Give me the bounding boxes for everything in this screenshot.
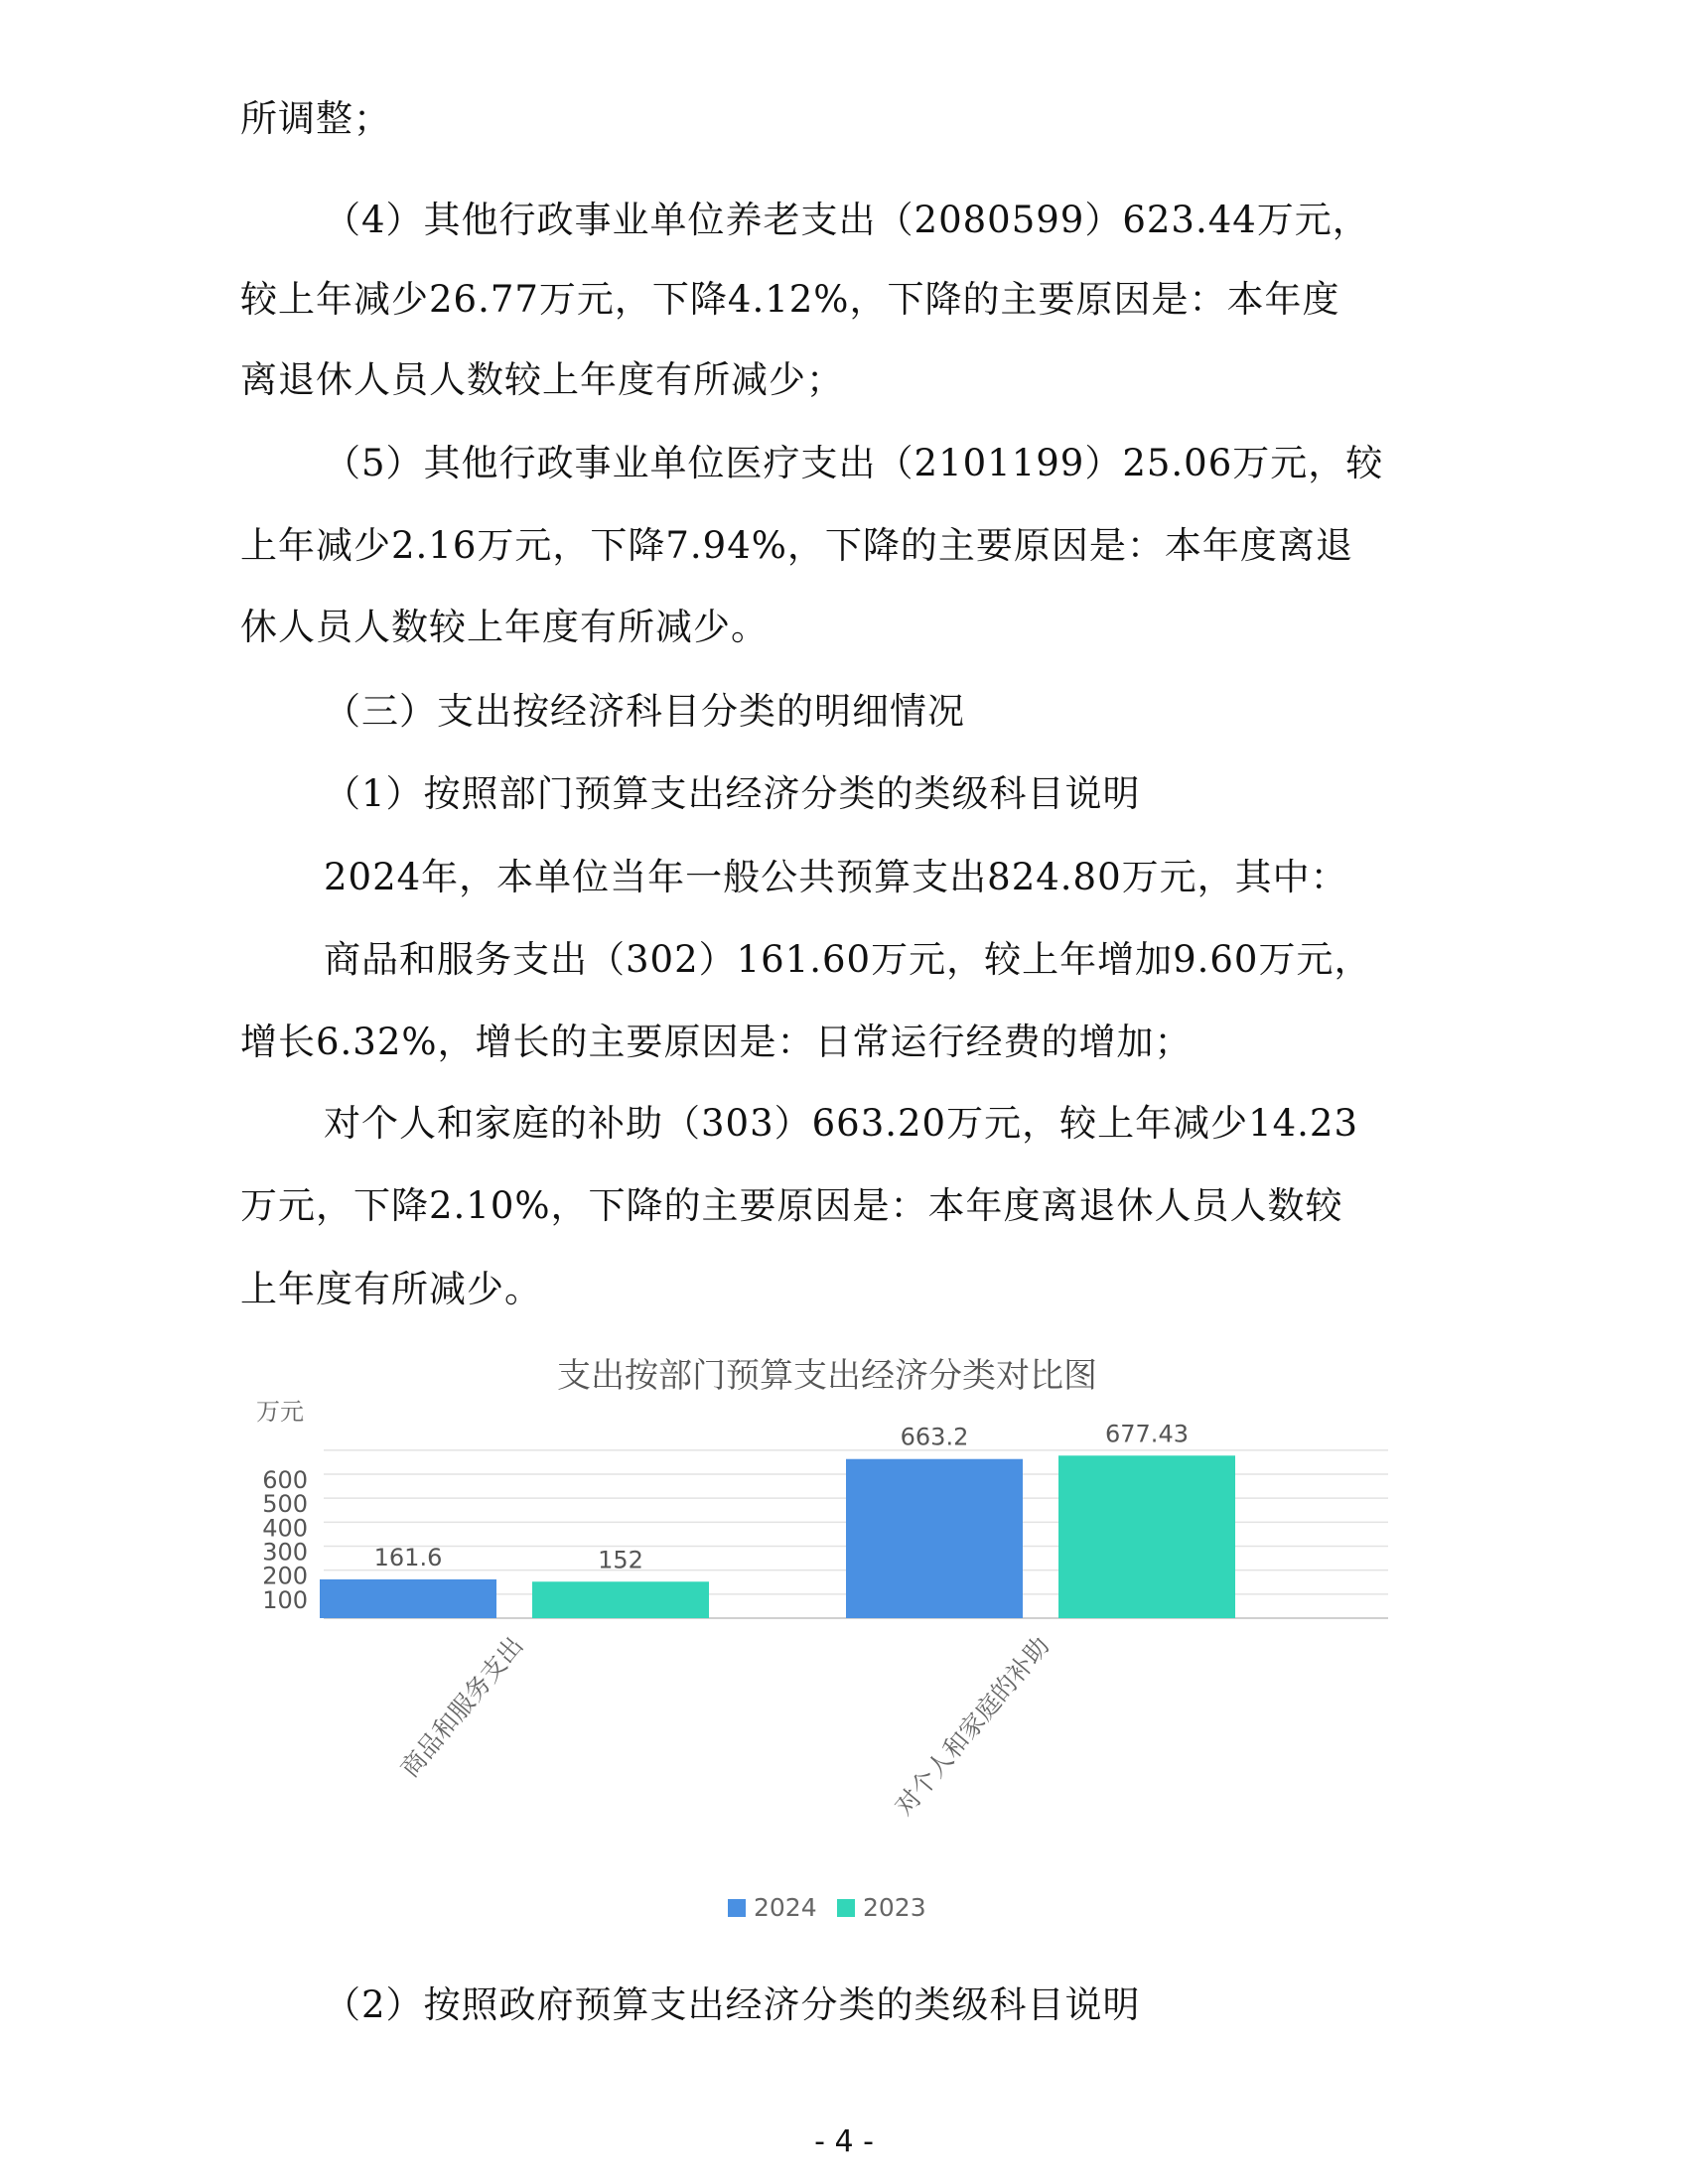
y-tick-label: 100: [262, 1585, 308, 1614]
y-axis-unit: 万元: [256, 1398, 304, 1426]
data-label: 663.2: [900, 1423, 969, 1451]
x-category-label: 商品和服务支出: [394, 1631, 529, 1783]
x-category-label: 对个人和家庭的补助: [889, 1631, 1055, 1822]
bar-2024: [846, 1459, 1023, 1618]
paragraph-line: 上年减少2.16万元，下降7.94%，下降的主要原因是：本年度离退: [240, 524, 1353, 567]
chart-title: 支出按部门预算支出经济分类对比图: [557, 1356, 1097, 1396]
paragraph-line: 商品和服务支出（302）161.60万元，较上年增加9.60万元，: [324, 938, 1372, 981]
y-tick-label: 200: [262, 1562, 308, 1590]
paragraph-line: 万元，下降2.10%，下降的主要原因是：本年度离退休人员人数较: [240, 1184, 1343, 1227]
paragraph-line: 较上年减少26.77万元，下降4.12%，下降的主要原因是：本年度: [240, 278, 1340, 321]
paragraph-line: 休人员人数较上年度有所减少。: [240, 606, 769, 648]
bar-2023: [1058, 1455, 1235, 1618]
legend-label: 2023: [863, 1893, 926, 1922]
subsection-heading: （2）按照政府预算支出经济分类的类级科目说明: [324, 1983, 1141, 2026]
chart-svg: [236, 1345, 1418, 1961]
data-label: 152: [598, 1546, 643, 1574]
paragraph-line: 离退休人员人数较上年度有所减少；: [240, 358, 844, 401]
y-tick-label: 400: [262, 1514, 308, 1543]
paragraph-line: 增长6.32%，增长的主要原因是：日常运行经费的增加；: [240, 1021, 1193, 1063]
paragraph-line: （5）其他行政事业单位医疗支出（2101199）25.06万元，较: [324, 442, 1384, 484]
paragraph-line: 对个人和家庭的补助（303）663.20万元，较上年减少14.23: [324, 1102, 1359, 1145]
legend-label: 2024: [754, 1893, 817, 1922]
bar-chart: [236, 1345, 1418, 1961]
y-tick-label: 300: [262, 1538, 308, 1567]
subsection-heading: （1）按照部门预算支出经济分类的类级科目说明: [324, 772, 1141, 815]
paragraph-line: （4）其他行政事业单位养老支出（2080599）623.44万元，: [324, 199, 1370, 241]
bar-2024: [320, 1579, 496, 1618]
legend-swatch: [837, 1899, 855, 1917]
paragraph-line: 所调整；: [240, 97, 391, 140]
y-tick-label: 500: [262, 1490, 308, 1519]
bar-2023: [532, 1581, 709, 1618]
y-tick-label: 600: [262, 1466, 308, 1494]
paragraph-line: 2024年，本单位当年一般公共预算支出824.80万元，其中：: [324, 856, 1348, 898]
section-heading: （三）支出按经济科目分类的明细情况: [324, 690, 965, 733]
data-label: 677.43: [1105, 1420, 1189, 1448]
legend-swatch: [728, 1899, 746, 1917]
data-label: 161.6: [373, 1543, 443, 1571]
paragraph-line: 上年度有所减少。: [240, 1268, 542, 1310]
page-number: - 4 -: [814, 2124, 874, 2159]
